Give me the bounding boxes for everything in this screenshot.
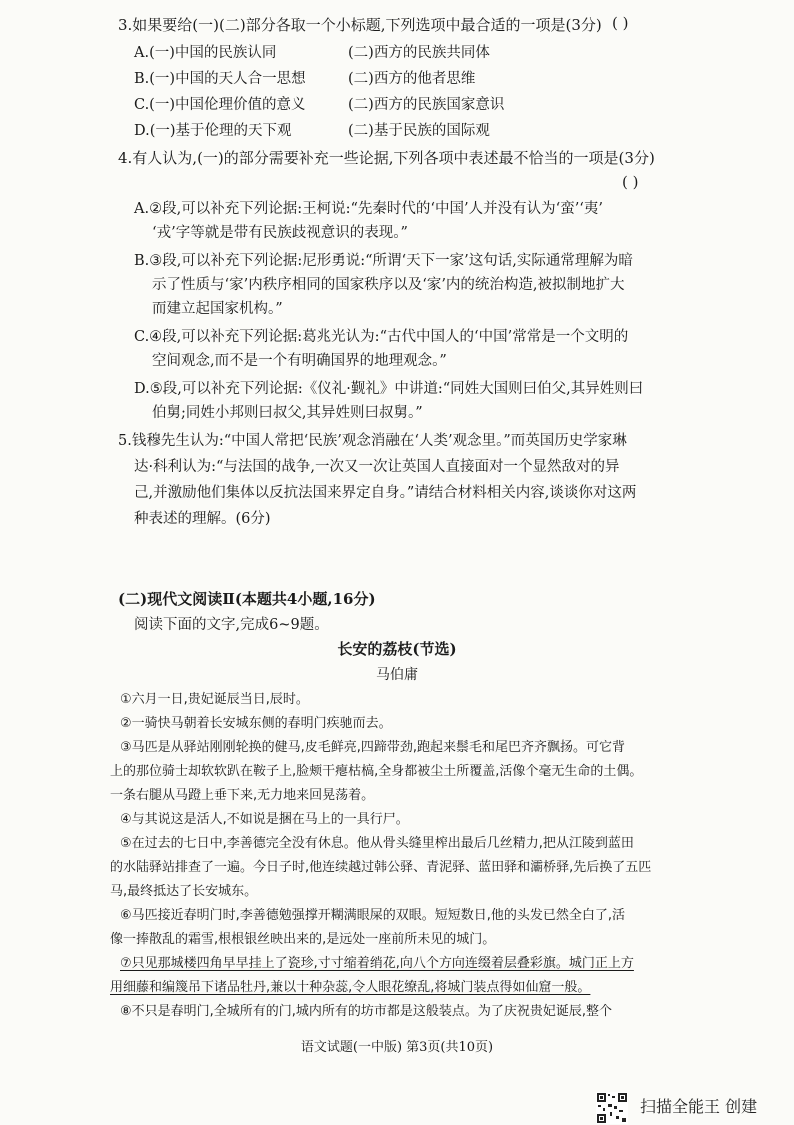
q3-option-d-right: (二)基于民族的国际观 — [348, 123, 490, 139]
story-line: ⑧不只是春明门,全城所有的门,城内所有的坊市都是这般装点。为了庆祝贵妃诞辰,整个 — [120, 1004, 613, 1019]
q4-option-a-line2: ‘戎’字等就是带有民族歧视意识的表现。” — [152, 225, 408, 241]
qr-code-icon — [596, 1092, 628, 1124]
passage-author: 马伯庸 — [376, 667, 418, 683]
q3-option-c-right: (二)西方的民族国家意识 — [348, 97, 505, 113]
story-line: ⑤在过去的七日中,李善德完全没有休息。他从骨头缝里榨出最后几丝精力,把从江陵到蓝田 — [120, 836, 634, 851]
q3-option-b-left: B.(一)中国的天人合一思想 — [134, 71, 306, 87]
scanner-brand-watermark: 扫描全能王 创建 — [640, 1097, 758, 1116]
story-line: 马,最终抵达了长安城东。 — [110, 884, 258, 899]
story-underlined-line: 用细藤和编篾吊下诸品牡丹,兼以十种杂蕊,令人眼花缭乱,将城门装点得如仙窟一般。 — [110, 980, 591, 995]
q5-line2: 达·科利认为:“与法国的战争,一次又一次让英国人直接面对一个显然敌对的异 — [134, 459, 620, 475]
q5-line4: 种表述的理解。(6分) — [134, 511, 271, 527]
q4-option-a-line1: A.②段,可以补充下列论据:王柯说:“先秦时代的‘中国’人并没有认为‘蛮’‘夷’ — [134, 201, 604, 217]
q3-option-d-left: D.(一)基于伦理的天下观 — [134, 123, 292, 139]
story-line: ③马匹是从驿站刚刚轮换的健马,皮毛鲜亮,四蹄带劲,跑起来鬃毛和尾巴齐齐飘扬。可它背 — [120, 740, 626, 755]
story-line: ①六月一日,贵妃诞辰当日,辰时。 — [120, 692, 309, 707]
page-footer: 语文试题(一中版) 第3页(共10页) — [300, 1040, 494, 1055]
q3-option-b-right: (二)西方的他者思维 — [348, 71, 476, 87]
reading-instruction: 阅读下面的文字,完成6~9题。 — [134, 617, 329, 633]
q3-answer-bracket: ( ) — [612, 14, 629, 32]
story-line: 一条右腿从马蹬上垂下来,无力地来回晃荡着。 — [110, 788, 375, 803]
q3-option-a-right: (二)西方的民族共同体 — [348, 45, 490, 61]
story-line: 的水陆驿站排查了一遍。今日子时,他连续越过韩公驿、青泥驿、蓝田驿和灞桥驿,先后换了五匹 — [110, 860, 652, 875]
story-underlined-line: ⑦只见那城楼四角早早挂上了瓷珍,寸寸缩着绡花,向八个方向连缀着层叠彩旗。城门正上方 — [120, 956, 634, 971]
q4-option-c-line2: 空间观念,而不是一个有明确国界的地理观念。” — [152, 353, 447, 369]
q4-answer-bracket: ( ) — [622, 173, 639, 191]
story-line: ④与其说这是活人,不如说是捆在马上的一具行尸。 — [120, 812, 409, 827]
q5-line1: 5.钱穆先生认为:“中国人常把‘民族’观念消融在‘人类’观念里。”而英国历史学家琳 — [118, 433, 627, 449]
passage-title: 长安的荔枝(节选) — [337, 640, 457, 658]
q3-option-c-left: C.(一)中国伦理价值的意义 — [134, 97, 306, 113]
story-text — [110, 688, 680, 1024]
q3-stem: 3.如果要给(一)(二)部分各取一个小标题,下列选项中最合适的一项是(3分) — [118, 16, 602, 34]
q4-option-c-line1: C.④段,可以补充下列论据:葛兆光认为:“古代中国人的‘中国’常常是一个文明的 — [134, 329, 629, 345]
section-heading: (二)现代文阅读Ⅱ(本题共4小题,16分) — [118, 590, 376, 608]
story-line: 上的那位骑士却软软趴在鞍子上,脸颊干瘪枯槁,全身都被尘土所覆盖,活像个毫无生命的土偶。 — [110, 764, 643, 779]
story-line: ⑥马匹接近春明门时,李善德勉强撑开糊满眼屎的双眼。短短数日,他的头发已然全白了,活 — [120, 908, 626, 923]
q3-option-a-left: A.(一)中国的民族认同 — [134, 45, 277, 61]
story-line: 像一捧散乱的霜雪,根根银丝映出来的,是远处一座前所未见的城门。 — [110, 932, 496, 947]
q4-option-b-line1: B.③段,可以补充下列论据:尼形勇说:“所谓‘天下一家’这句话,实际通常理解为暗 — [134, 253, 633, 269]
q4-option-b-line2: 示了性质与‘家’内秩序相同的国家秩序以及‘家’内的统治构造,被拟制地扩大 — [152, 277, 625, 293]
q4-option-d-line2: 伯舅;同姓小邦则曰叔父,其异姓则曰叔舅。” — [152, 405, 423, 421]
q4-stem: 4.有人认为,(一)的部分需要补充一些论据,下列各项中表述最不恰当的一项是(3分) — [118, 149, 655, 167]
q4-option-b-line3: 而建立起国家机构。” — [152, 301, 283, 317]
q4-option-d-line1: D.⑤段,可以补充下列论据:《仪礼·觐礼》中讲道:“同姓大国则曰伯父,其异姓则曰 — [134, 381, 644, 397]
q5-line3: 己,并激励他们集体以反抗法国来界定自身。”请结合材料相关内容,谈谈你对这两 — [134, 485, 637, 501]
story-line: ②一骑快马朝着长安城东侧的春明门疾驰而去。 — [120, 716, 392, 731]
